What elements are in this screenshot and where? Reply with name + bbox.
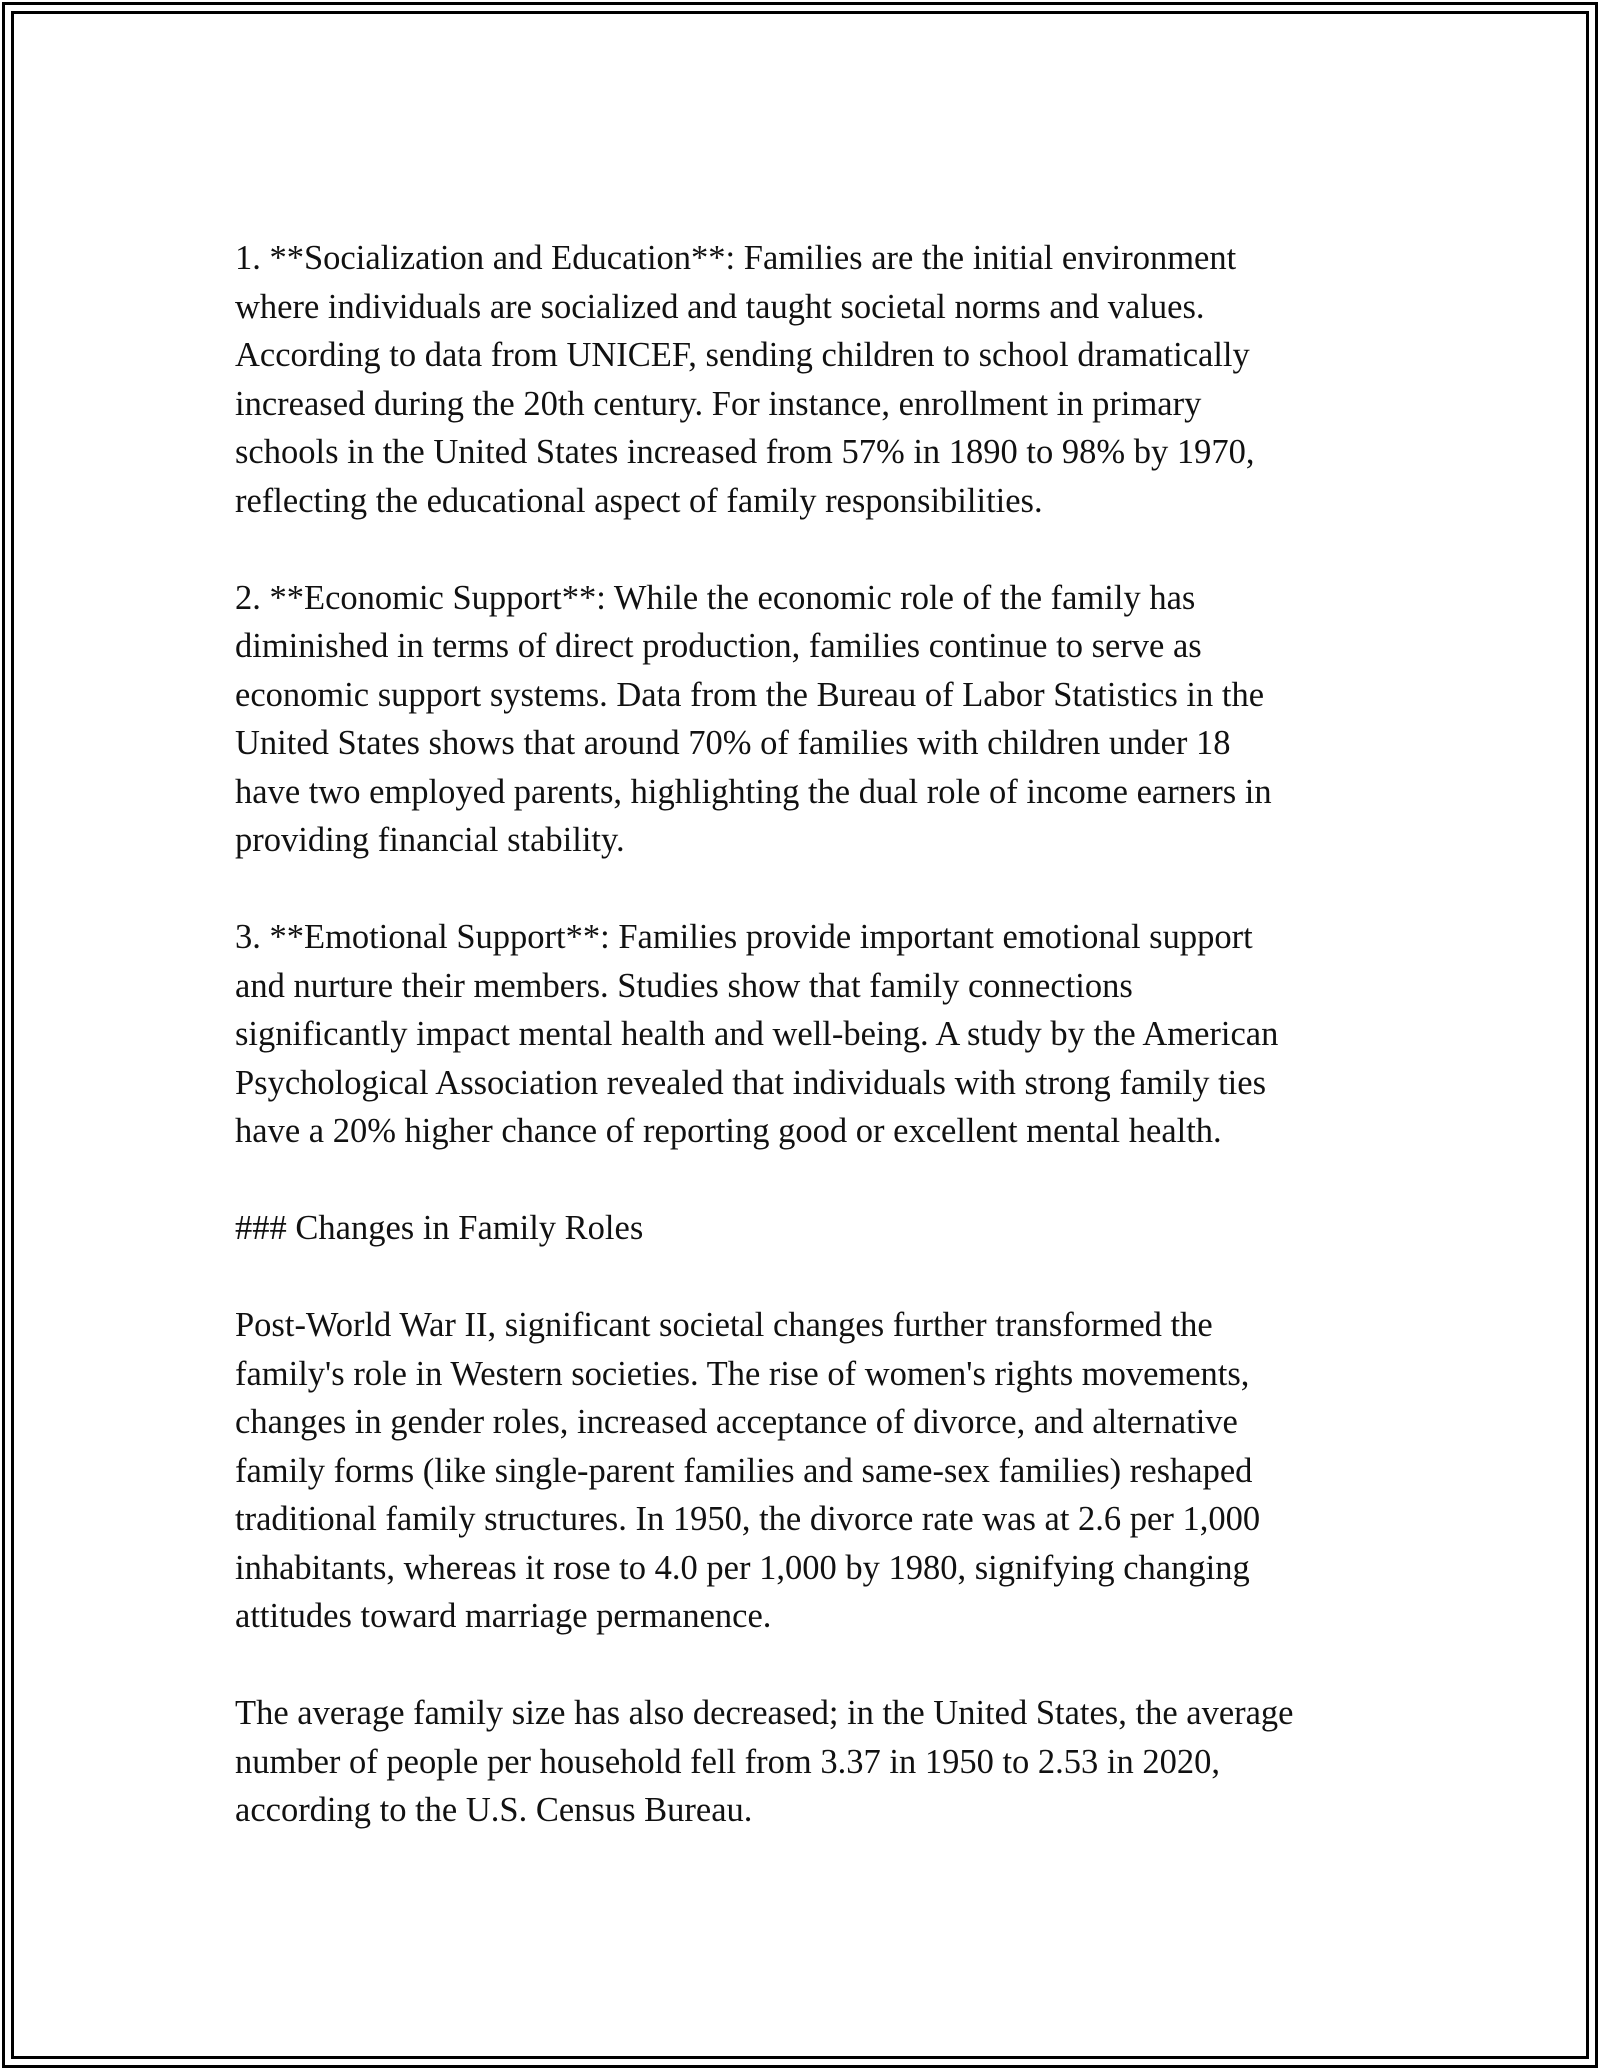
text-line: increased during the 20th century. For instance, enrollment in primary — [235, 384, 1202, 423]
text-line: According to data from UNICEF, sending children to school dramatically — [235, 336, 1250, 374]
text-line: 2. **Economic Support**: While the economic role of the family has — [235, 578, 1196, 617]
text-line: have two employed parents, highlighting the dual role of income earners in — [235, 772, 1272, 811]
text-line: and nurture their members. Studies show that family connections — [235, 966, 1133, 1005]
text-line: 3. **Emotional Support**: Families provide important emotional support — [235, 918, 1253, 956]
paragraph-emotional-support — [235, 913, 1375, 1156]
text-line: schools in the United States increased from 57% in 1890 to 98% by 1970, — [235, 433, 1255, 471]
section-heading-changes-in-family-roles — [235, 1204, 1375, 1253]
text-line: inhabitants, whereas it rose to 4.0 per 1,000 by 1980, signifying changing — [235, 1548, 1250, 1587]
text-line: traditional family structures. In 1950, the divorce rate was at 2.6 per 1,000 — [235, 1500, 1261, 1538]
text-line: family's role in Western societies. The rise of women's rights movements, — [235, 1354, 1250, 1393]
text-line: attitudes toward marriage permanence. — [235, 1597, 772, 1635]
text-line: reflecting the educational aspect of family responsibilities. — [235, 481, 1043, 520]
paragraph-economic-support — [235, 574, 1375, 865]
text-line: Psychological Association revealed that individuals with strong family ties — [235, 1063, 1266, 1102]
text-line: The average family size has also decreased; in the United States, the average — [235, 1694, 1294, 1732]
document-body — [235, 234, 1375, 1883]
text-line: 1. **Socialization and Education**: Families are the initial environment — [235, 239, 1237, 277]
text-line: providing financial stability. — [235, 821, 625, 859]
text-line: according to the U.S. Census Bureau. — [235, 1791, 753, 1829]
paragraph-family-size — [235, 1689, 1375, 1835]
text-line: economic support systems. Data from the Bureau of Labor Statistics in the — [235, 675, 1265, 714]
text-line: family forms (like single-parent families and same-sex families) reshaped — [235, 1451, 1253, 1490]
text-line: number of people per household fell from 3.37 in 1950 to 2.53 in 2020, — [235, 1742, 1221, 1781]
text-line: Post-World War II, significant societal changes further transformed the — [235, 1306, 1213, 1344]
text-line: United States shows that around 70% of families with children under 18 — [235, 724, 1231, 762]
text-line: have a 20% higher chance of reporting good or excellent mental health. — [235, 1112, 1222, 1150]
paragraph-socialization — [235, 234, 1375, 525]
text-line: diminished in terms of direct production, families continue to serve as — [235, 627, 1202, 665]
text-line: ### Changes in Family Roles — [235, 1209, 644, 1247]
paragraph-post-war-changes — [235, 1301, 1375, 1641]
text-line: changes in gender roles, increased acceptance of divorce, and alternative — [235, 1403, 1238, 1441]
text-line: significantly impact mental health and well-being. A study by the American — [235, 1015, 1279, 1053]
text-line: where individuals are socialized and taught societal norms and values. — [235, 287, 1205, 326]
